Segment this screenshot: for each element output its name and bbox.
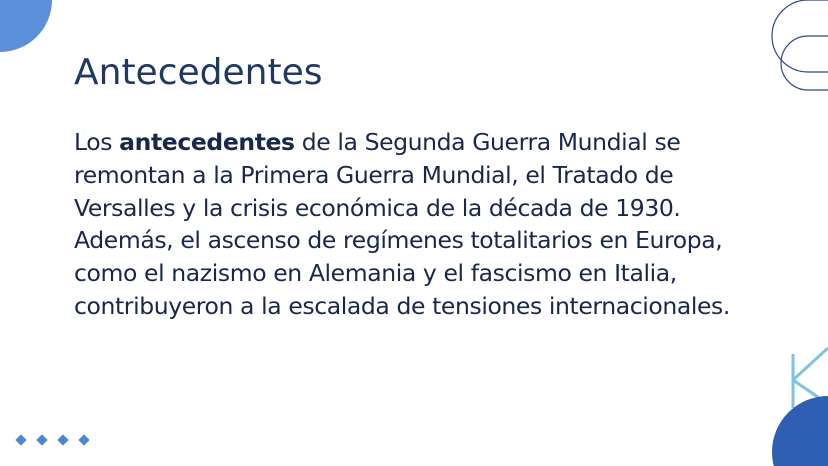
slide-title: Antecedentes: [74, 52, 323, 93]
diamond-dots: [17, 436, 88, 444]
body-intro: Los: [74, 128, 120, 156]
diamond-icon: [15, 434, 26, 445]
top-left-circle-shape: [0, 0, 52, 52]
diamond-icon: [78, 434, 89, 445]
bottom-right-circle-shape: [772, 396, 828, 466]
body-emphasis: antecedentes: [119, 128, 295, 156]
slide-body: [74, 126, 774, 323]
diamond-icon: [36, 434, 47, 445]
top-right-arcs-shape: [772, 0, 828, 90]
body-rest: de la Segunda Guerra Mundial se remontan a la Primera Guerra Mundial, el Tratado de Versalles y la crisis económica de la década de 1930. Además, el ascenso de regímenes totalitarios en Europa, como el nazismo en Alemania y el fascismo en Italia, contribuyeron a la escalada de tensiones internacionales.: [74, 128, 730, 320]
diamond-icon: [57, 434, 68, 445]
